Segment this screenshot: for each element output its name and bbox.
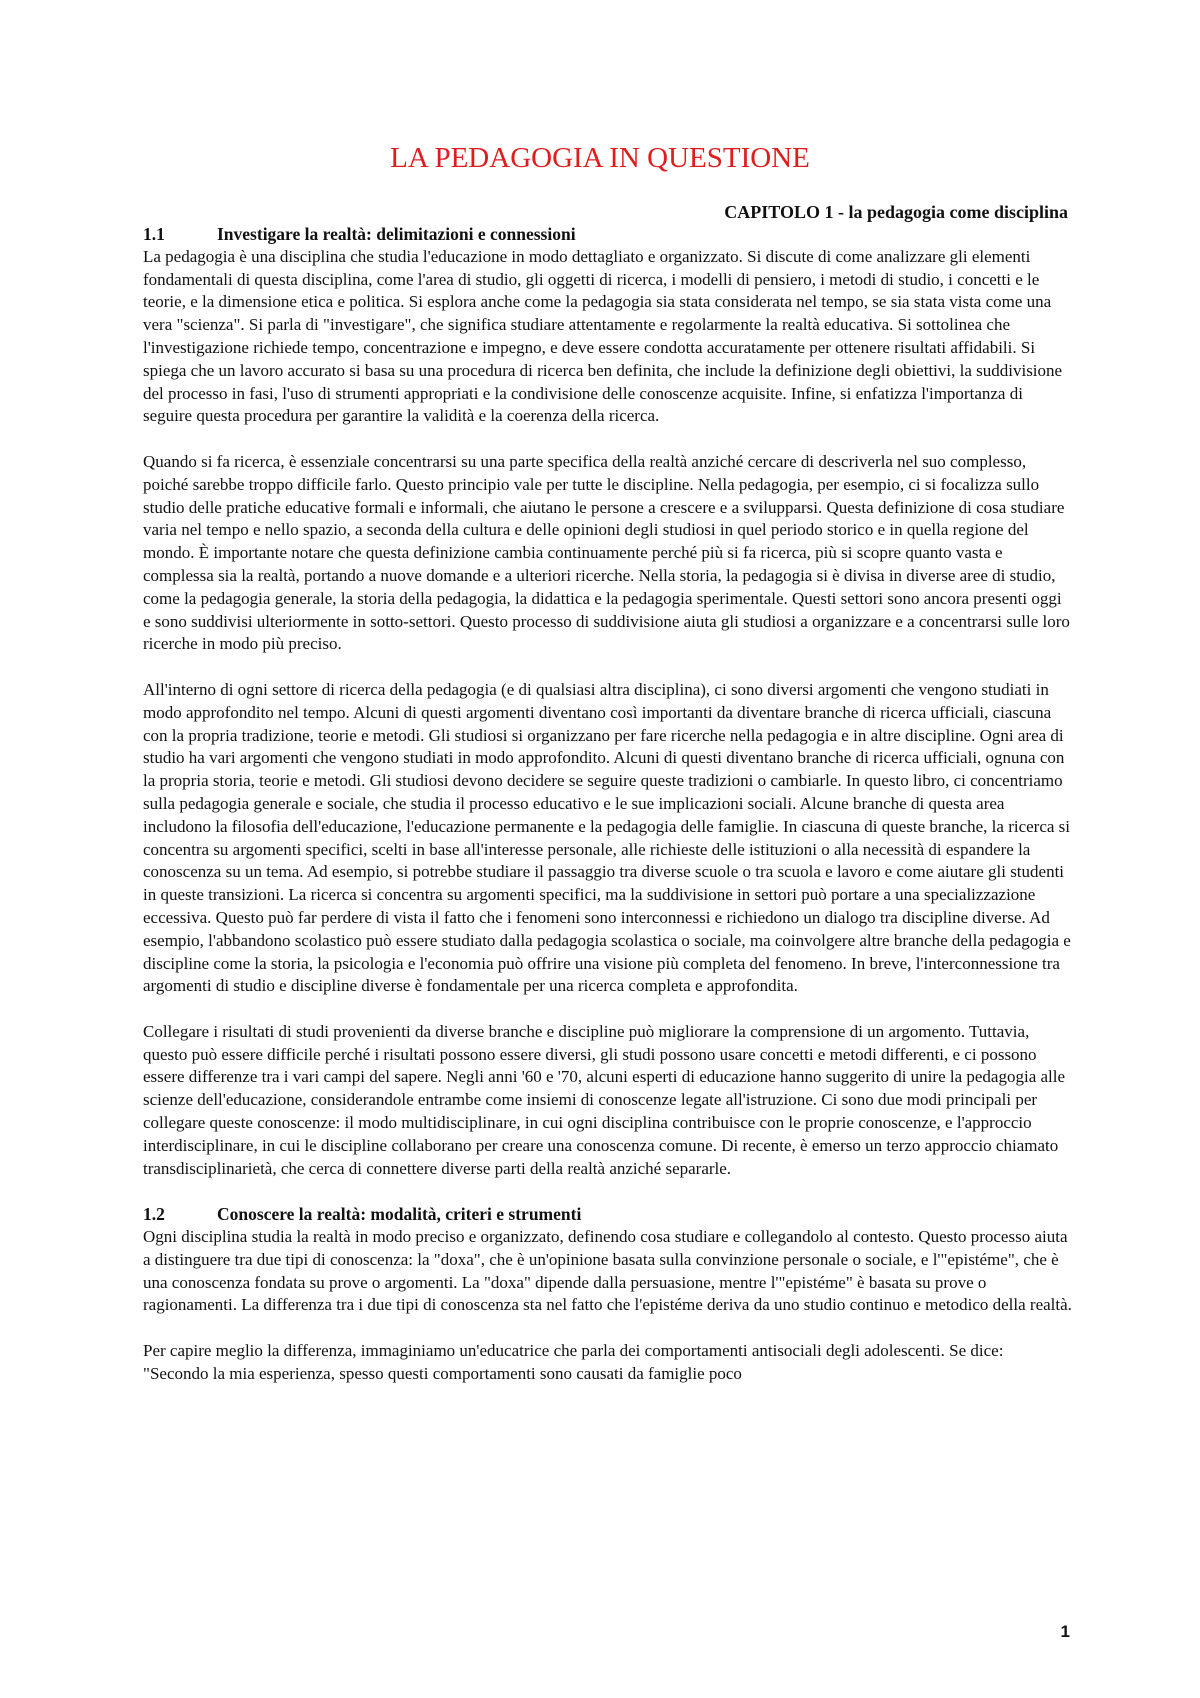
page-number: 1 — [1060, 1622, 1070, 1641]
section-heading — [143, 223, 1073, 246]
paragraph: Per capire meglio la differenza, immaginiamo un'educatrice che parla dei comportamenti antisociali degli adolescenti. Se dice: "Secondo la mia esperienza, spesso questi comportamenti sono causati da famiglie poco — [143, 1341, 1004, 1383]
paragraph: Quando si fa ricerca, è essenziale concentrarsi su una parte specifica della realtà anziché cercare di descriverla nel suo complesso, poiché sarebbe troppo difficile farlo. Questo principio vale per tutte le discipline. Nella pedagogia, per esempio, ci si focalizza sullo studio delle pratiche educative formali e informali, che aiutano le persone a crescere e a svilupparsi. Questa definizione di cosa studiare varia nel tempo e nello spazio, a seconda della cultura e delle opinioni degli studiosi in quel periodo storico e in quella regione del mondo. È importante notare che questa definizione cambia continuamente perché più si fa ricerca, più si scopre quanto vasta e complessa sia la realtà, portando a nuove domande e a ulteriori ricerche. Nella storia, la pedagogia si è divisa in diverse aree di studio, come la pedagogia generale, la storia della pedagogia, la didattica e la pedagogia sperimentale. Questi settori sono ancora presenti oggi e sono suddivisi ulteriormente in sotto-settori. Questo processo di suddivisione aiuta gli studiosi a organizzare e a concentrarsi sulle loro ricerche in modo più preciso. — [143, 451, 1070, 654]
paragraph: Collegare i risultati di studi provenienti da diverse branche e discipline può migliorare la comprensione di un argomento. Tuttavia, questo può essere difficile perché i risultati possono essere diversi, gli studi possono usare concetti e metodi differenti, e ci possono essere differenze tra i vari campi del sapere. Negli anni '60 e '70, alcuni esperti di educazione hanno suggerito di unire la pedagogia alle scienze dell'educazione, considerandole entrambe come insiemi di conoscenze legate all'istruzione. Ci sono due modi principali per collegare queste conoscenze: il modo multidisciplinare, in cui ogni disciplina contribuisce con le proprie conoscenze, e l'approccio interdisciplinare, in cui le discipline collaborano per creare una conoscenza comune. Di recente, è emerso un terzo approccio chiamato transdisciplinarietà, che cerca di connettere diverse parti della realtà anziché separarle. — [143, 1021, 1066, 1178]
section-heading — [143, 1203, 1073, 1226]
document-body — [143, 223, 1073, 1386]
section-title: Investigare la realtà: delimitazioni e connessioni — [217, 224, 576, 244]
chapter-heading: CAPITOLO 1 - la pedagogia come disciplina — [724, 202, 1068, 222]
document-title: LA PEDAGOGIA IN QUESTIONE — [390, 142, 810, 174]
section-number: 1.2 — [143, 1204, 165, 1225]
paragraph: All'interno di ogni settore di ricerca della pedagogia (e di qualsiasi altra disciplina), ci sono diversi argomenti che vengono studiati in modo approfondito nel tempo. Alcuni di questi argomenti diventano così importanti da diventare branche di ricerca ufficiali, ciascuna con la propria tradizione, teorie e metodi. Gli studiosi si organizzano per fare ricerche nella pedagogia e in altre discipline. Ogni area di studio ha vari argomenti che vengono studiati in modo approfondito. Alcuni di questi diventano branche di ricerca ufficiali, ognuna con la propria storia, teorie e metodi. Gli studiosi devono decidere se seguire queste tradizioni o cambiarle. In questo libro, ci concentriamo sulla pedagogia generale e sociale, che studia il processo educativo e le sue implicazioni sociali. Alcune branche di questa area includono la filosofia dell'educazione, l'educazione permanente e la pedagogia delle famiglie. In ciascuna di queste branche, la ricerca si concentra su argomenti specifici, scelti in base all'interesse personale, alle richieste delle istituzioni o alla necessità di espandere la conoscenza su un tema. Ad esempio, si potrebbe studiare il passaggio tra diverse scuole o tra scuola e lavoro e come aiutare gli studenti in queste transizioni. La ricerca si concentra su argomenti specifici, ma la suddivisione in settori può portare a una specializzazione eccessiva. Questo può far perdere di vista il fatto che i fenomeni sono interconnessi e richiedono un dialogo tra discipline diverse. Ad esempio, l'abbandono scolastico può essere studiato dalla pedagogia scolastica o sociale, ma coinvolgere altre branche della pedagogia e discipline come la storia, la psicologia e l'economia può offrire una visione più completa del fenomeno. In breve, l'interconnessione tra argomenti di studio e discipline diverse è fondamentale per una ricerca completa e approfondita. — [143, 679, 1071, 996]
section-title: Conoscere la realtà: modalità, criteri e strumenti — [217, 1204, 582, 1225]
paragraph: La pedagogia è una disciplina che studia l'educazione in modo dettagliato e organizzato. Si discute di come analizzare gli elementi fondamentali di questa disciplina, come l'area di studio, gli oggetti di ricerca, i modelli di pensiero, i metodi di studio, i concetti e le teorie, e la dimensione etica e politica. Si esplora anche come la pedagogia sia stata considerata nel tempo, se sia stata vista come una vera "scienza". Si parla di "investigare", che significa studiare attentamente e regolarmente la realtà educativa. Si sottolinea che l'investigazione richiede tempo, concentrazione e impegno, e deve essere condotta accuratamente per ottenere risultati affidabili. Si spiega che un lavoro accurato si basa su una procedura di ricerca ben definita, che include la definizione degli obiettivi, la suddivisione del processo in fasi, l'uso di strumenti appropriati e la condivisione delle conoscenze acquisite. Infine, si enfatizza l'importanza di seguire questa procedura per garantire la validità e la coerenza della ricerca. — [143, 246, 1063, 426]
paragraph: Ogni disciplina studia la realtà in modo preciso e organizzato, definendo cosa studiare e collegandolo al contesto. Questo processo aiuta a distinguere tra due tipi di conoscenza: la "doxa", che è un'opinione basata sulla convinzione personale o sociale, e l'"epistéme", che è una conoscenza fondata su prove o argomenti. La "doxa" dipende dalla persuasione, mentre l'"epistéme" è basata su prove o ragionamenti. La differenza tra i due tipi di conoscenza sta nel fatto che l'epistéme deriva da uno studio continuo e metodico della realtà. — [143, 1227, 1072, 1315]
section-number: 1.1 — [143, 224, 165, 244]
